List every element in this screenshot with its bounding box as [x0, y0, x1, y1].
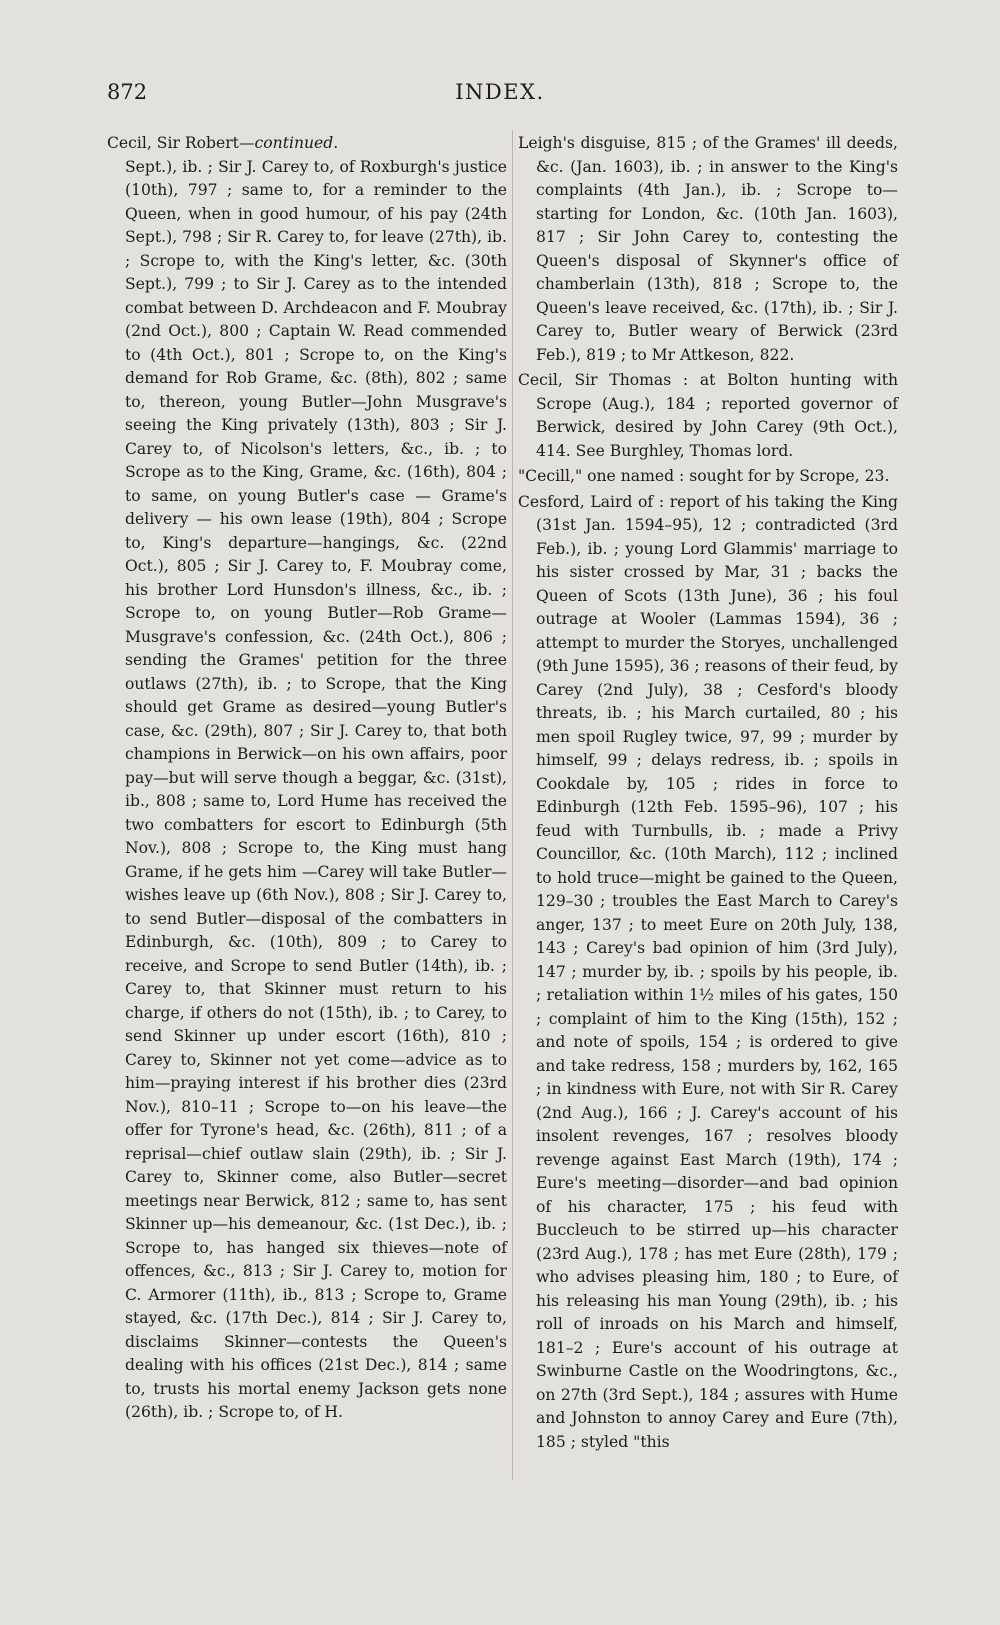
running-head: INDEX. — [455, 80, 545, 104]
index-entry-cecil-robert — [107, 132, 507, 1425]
page-header — [0, 80, 1000, 116]
index-entry-continuation: Leigh's disguise, 815 ; of the Grames' ill deeds, &c. (Jan. 1603), ib. ; in answer to the King's complaints (4th Jan.), ib. ; Scrope to—starting for London, &c. (10th Jan. 1603), 817 ; Sir John Carey to, contesting the Queen's disposal of Skynner's office of chamberlain (13th), 818 ; Scrope to, the Queen's leave received, &c. (17th), ib. ; Sir J. Carey to, Butler weary of Berwick (23rd Feb.), 819 ; to Mr Attkeson, 822. — [518, 134, 898, 364]
index-entry-cecil-thomas: Cecil, Sir Thomas : at Bolton hunting with Scrope (Aug.), 184 ; reported governor of Berwick, desired by John Carey (9th Oct.), 414. See Burghley, Thomas lord. — [518, 371, 898, 460]
entry-body: Sept.), ib. ; Sir J. Carey to, of Roxburgh's justice (10th), 797 ; same to, for a reminder to the Queen, when in good humour, of his pay (24th Sept.), 798 ; Sir R. Carey to, for leave (27th), ib. ; Scrope to, with the King's letter, &c. (30th Sept.), 799 ; to Sir J. Carey as to the intended combat between D. Archdeacon and F. Moubray (2nd Oct.), 800 ; Captain W. Read commended to (4th Oct.), 801 ; Scrope to, on the King's demand for Rob Grame, &c. (8th), 802 ; same to, thereon, young Butler—John Musgrave's seeing the King privately (13th), 803 ; Sir J. Carey to, of Nicolson's letters, &c., ib. ; to Scrope as to the King, Grame, &c. (16th), 804 ; to same, on young Butler's case — Grame's delivery — his own lease (19th), 804 ; Scrope to, King's departure—hangings, &c. (22nd Oct.), 805 ; Sir J. Carey to, F. Moubray come, his brother Lord Hunsdon's illness, &c., ib. ; Scrope to, on young Butler—Rob Grame—Musgrave's confession, &c. (24th Oct.), 806 ; sending the Grames' petition for the three outlaws (27th), ib. ; to Scrope, that the King should get Grame as desired—young Butler's case, &c. (29th), 807 ; Sir J. Carey to, that both champions in Berwick—on his own affairs, poor pay—but will serve though a beggar, &c. (31st), ib., 808 ; same to, Lord Hume has received the two combatters for escort to Edinburgh (5th Nov.), 808 ; Scrope to, the King must hang Grame, if he gets him —Carey will take Butler—wishes leave up (6th Nov.), 808 ; Sir J. Carey to, to send Butler—disposal of the combatters in Edinburgh, &c. (10th), 809 ; to Carey to receive, and Scrope to send Butler (14th), ib. ; Carey to, that Skinner must return to his charge, if others do not (15th), ib. ; to Carey, to send Skinner up under escort (16th), 810 ; Carey to, Skinner not yet come—advice as to him—praying interest if his brother dies (23rd Nov.), 810–11 ; Scrope to—on his leave—the offer for Tyrone's head, &c. (26th), 811 ; of a reprisal—chief outlaw slain (29th), ib. ; Sir J. Carey to, Skinner come, also Butler—secret meetings near Berwick, 812 ; same to, has sent Skinner up—his demeanour, &c. (1st Dec.), ib. ; Scrope to, has hanged six thieves—note of offences, &c., 813 ; Sir J. Carey to, motion for C. Armorer (11th), ib., 813 ; Scrope to, Grame stayed, &c. (17th Dec.), 814 ; Sir J. Carey to, disclaims Skinner—contests the Queen's dealing with his offices (21st Dec.), 814 ; same to, trusts his mortal enemy Jackson gets none (26th), ib. ; Scrope to, of H. — [125, 157, 507, 1421]
entry-heading — [107, 132, 507, 156]
left-column — [107, 132, 507, 1427]
entry-heading-name: Cecil, Sir Robert — [107, 134, 239, 152]
column-divider — [512, 130, 513, 1480]
entry-heading-continued: —continued. — [238, 134, 339, 152]
page-number: 872 — [107, 80, 148, 104]
index-entry-cecill: "Cecill," one named : sought for by Scrope, 23. — [518, 467, 890, 485]
index-entry-cesford: Cesford, Laird of : report of his taking the King (31st Jan. 1594–95), 12 ; contradicted (3rd Feb.), ib. ; young Lord Glammis' marriage to his sister crossed by Mar, 31 ; backs the Queen of Scots (13th June), 36 ; his foul outrage at Wooler (Lammas 1594), 36 ; attempt to murder the Storyes, unchallenged (9th June 1595), 36 ; reasons of their feud, by Carey (2nd July), 38 ; Cesford's bloody threats, ib. ; his March curtailed, 80 ; his men spoil Rugley twice, 97, 99 ; murder by himself, 99 ; delays redress, ib. ; spoils in Cookdale by, 105 ; rides in force to Edinburgh (12th Feb. 1595–96), 107 ; his feud with Turnbulls, ib. ; made a Privy Councillor, &c. (10th March), 112 ; inclined to hold truce—might be gained to the Queen, 129–30 ; troubles the East March to Carey's anger, 137 ; to meet Eure on 20th July, 138, 143 ; Carey's bad opinion of him (3rd July), 147 ; murder by, ib. ; spoils by his people, ib. ; retaliation within 1½ miles of his gates, 150 ; complaint of him to the King (15th), 152 ; and note of spoils, 154 ; is ordered to give and take redress, 158 ; murders by, 162, 165 ; in kindness with Eure, not with Sir R. Carey (2nd Aug.), 166 ; J. Carey's account of his insolent revenges, 167 ; resolves bloody revenge against East March (19th), 174 ; Eure's meeting—disorder—and bad opinion of his character, 175 ; his feud with Buccleuch to be stirred up—his character (23rd Aug.), 178 ; has met Eure (28th), 179 ; who advises pleasing him, 180 ; to Eure, of his releasing his man Young (29th), ib. ; his roll of inroads on his March and himself, 181–2 ; Eure's account of his outrage at Swinburne Castle on the Woodringtons, &c., on 27th (3rd Sept.), 184 ; assures with Hume and Johnston to annoy Carey and Eure (7th), 185 ; styled "this — [518, 492, 898, 1451]
right-column — [518, 132, 898, 1456]
